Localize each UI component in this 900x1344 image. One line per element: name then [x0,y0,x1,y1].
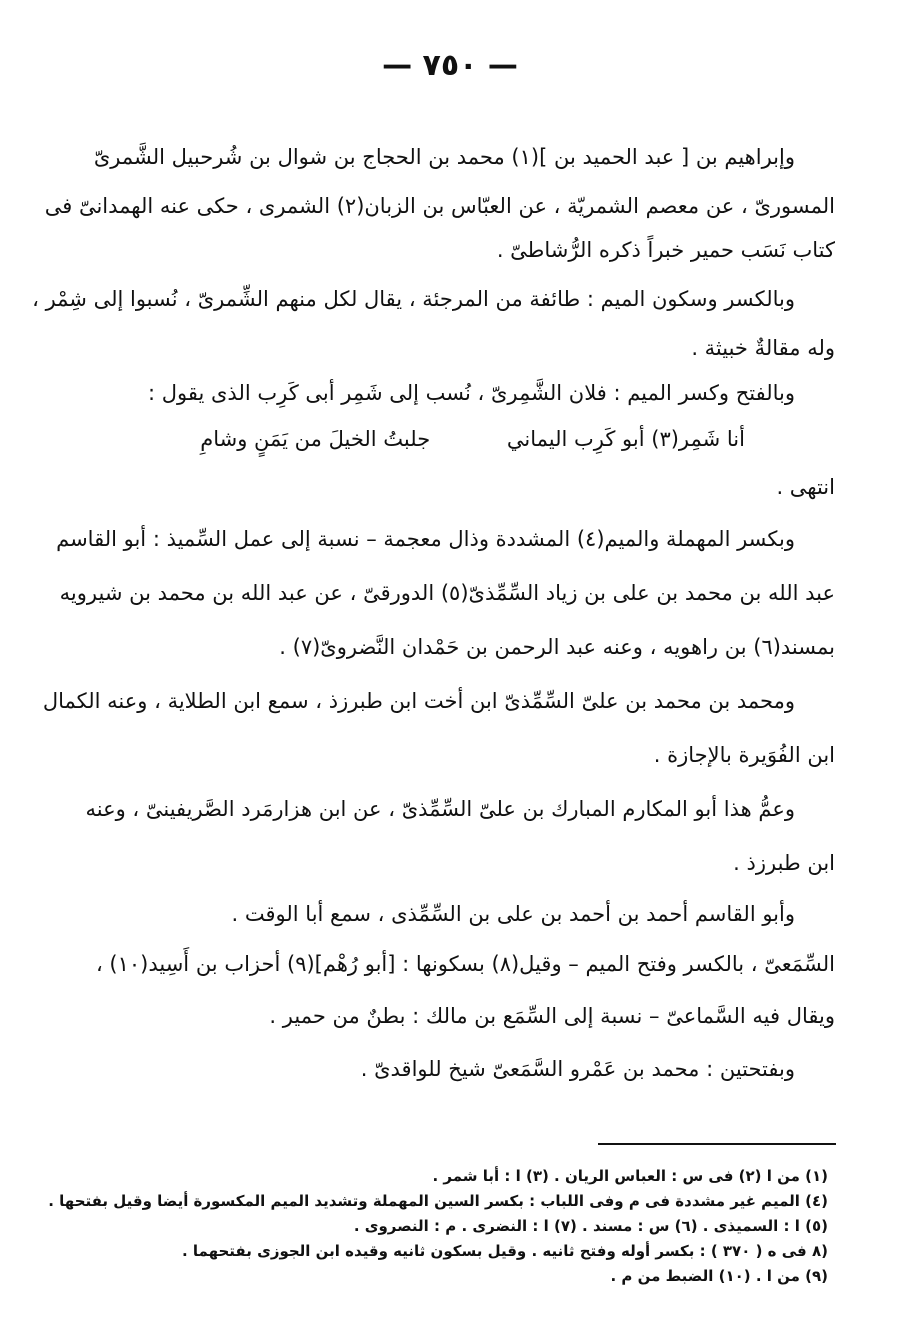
text-line: ومحمد بن محمد بن علىّ السِّمِّذىّ ابن أخت ابن طبرزذ ، سمع ابن الطلاية ، وعنه الكمال [42,689,795,713]
page-number: — ٧٥٠ — [382,48,518,83]
footnote: (٩) من ا . (١٠) الضبط من م . [610,1267,828,1285]
poem-verse [95,416,835,462]
text-line: وبفتحتين : محمد بن عَمْرو السَّمَعىّ شيخ للواقدىّ . [360,1057,795,1081]
text-line: وله مقالةٌ خبيثة . [691,336,835,360]
footnote: (٨ فى ه ( ٣٧٠ ) : بكسر أوله وفتح ثانيه . وقيل بسكون ثانيه وقيده ابن الجوزى بفتحهما . [181,1242,828,1260]
text-line: وأبو القاسم أحمد بن أحمد بن على بن السِّمِّذى ، سمع أبا الوقت . [231,902,795,926]
main-text [32,130,835,1096]
footnote: (٤) الميم غير مشددة فى م وفى اللباب : بكسر السين المهملة وتشديد الميم المكسورة أيضا وقيل بفتحها . [48,1192,828,1210]
text-line: ويقال فيه السَّماعىّ – نسبة إلى السِّمَع بن مالك : بطنٌ من حمير . [269,1004,835,1028]
footnotes [48,1164,828,1289]
text-line: عبد الله بن محمد بن على بن زياد السِّمِّذىّ(٥) الدورقىّ ، عن عبد الله بن محمد بن شيرويه [59,581,835,605]
text-line: انتهى . [776,475,835,499]
text-line: المسورىّ ، عن معصم الشمريّة ، عن العبّاس بن الزبان(٢) الشمرى ، حكى عنه الهمدانىّ فى [44,194,835,218]
footnote-separator [598,1143,836,1145]
text-line: السِّمَعىّ ، بالكسر وفتح الميم – وقيل(٨) بسكونها : [أبو رُهْم](٩) أحزاب بن أَسِيد(١٠) ، [95,952,835,976]
text-line: وبكسر المهملة والميم(٤) المشددة وذال معجمة – نسبة إلى عمل السِّميذ : أبو القاسم [56,527,795,551]
verse-hemistich-first: أنا شَمِر(٣) أبو كَرِب اليماني [506,427,745,451]
text-line: كتاب نَسَب حمير خبراً ذكره الرُّشاطىّ . [496,238,835,262]
footnote: (٥) ا : السميذى . (٦) س : مسند . (٧) ا : النضرى . م : النصروى . [353,1217,828,1235]
text-line: ابن الفُوَيرة بالإجازة . [653,743,835,767]
text-line: وبالفتح وكسر الميم : فلان الشَّمِرىّ ، نُسب إلى شَمِر أبى كَرِب الذى يقول : [147,381,795,405]
text-line: ابن طبرزذ . [733,851,835,875]
verse-hemistich-second: جلبتُ الخيلَ من يَمَنٍ وشامِ [200,427,431,451]
text-line: وبالكسر وسكون الميم : طائفة من المرجئة ، يقال لكل منهم الشِّمرىّ ، نُسبوا إلى شِمْر ، [32,287,795,311]
text-line: وإبراهيم بن [ عبد الحميد بن ](١) محمد بن الحجاج بن شوال بن شُرحبيل الشَّمرىّ [93,145,795,169]
footnote: (١) من ا (٢) فى س : العباس الريان . (٣) ا : أبا شمر . [432,1167,828,1185]
text-line: بمسند(٦) بن راهويه ، وعنه عبد الرحمن بن حَمْدان النَّضروىّ(٧) . [279,635,835,659]
text-line: وعمُّ هذا أبو المكارم المبارك بن علىّ السِّمِّذىّ ، عن ابن هزارمَرد الصَّريفينىّ ، وعنه [85,797,795,821]
